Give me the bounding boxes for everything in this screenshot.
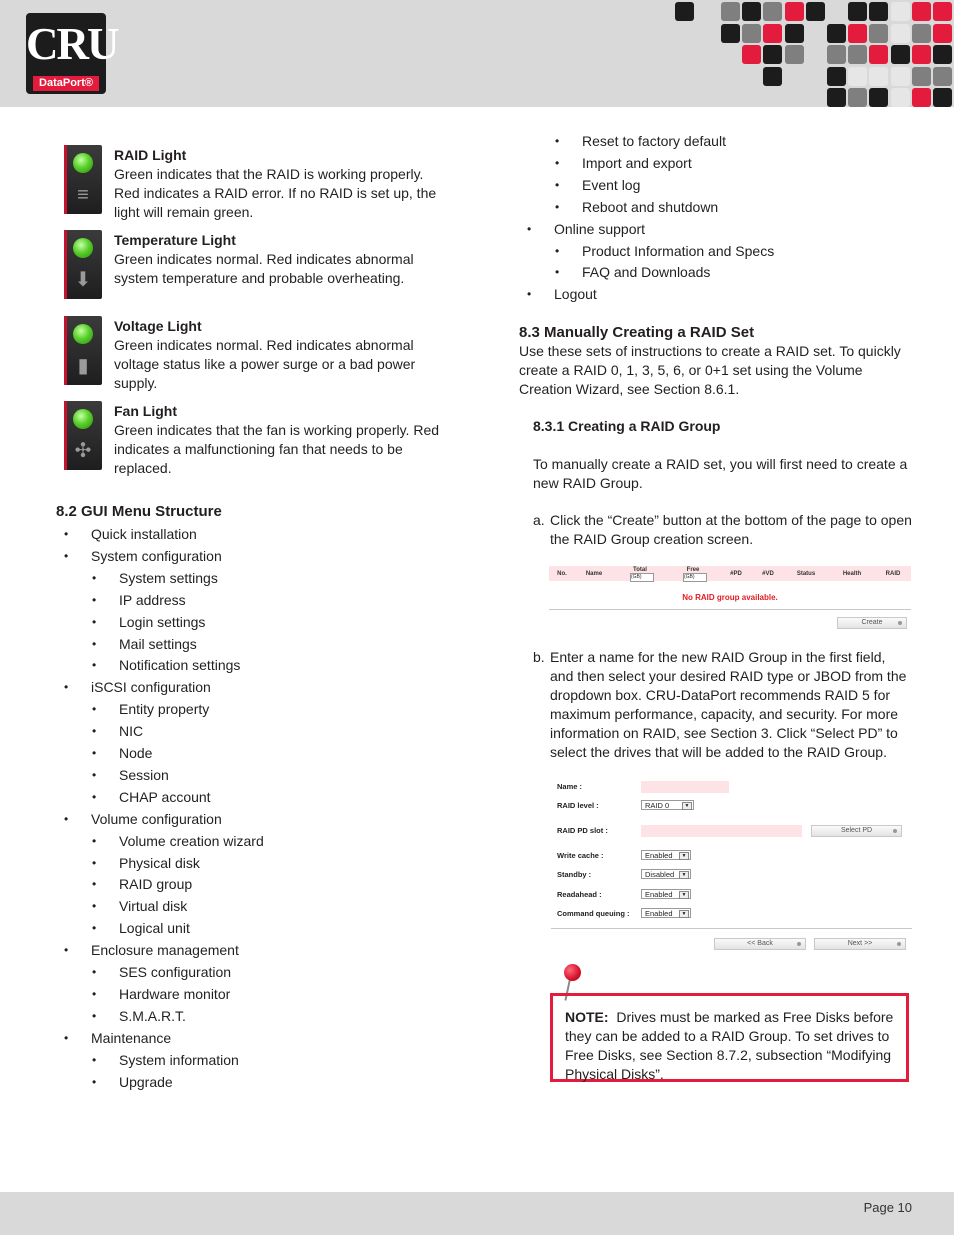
col-total: Total (633, 567, 647, 573)
menu-item: Quick installation (91, 526, 197, 542)
bullet-icon: • (92, 986, 97, 1001)
empty-table-message: No RAID group available. (682, 593, 778, 602)
raid-level-label: RAID level : (557, 801, 599, 810)
bullet-icon: • (555, 155, 560, 170)
bullet-icon: • (64, 527, 69, 541)
command-queuing-select[interactable] (641, 908, 691, 918)
cru-dataport-logo (26, 13, 118, 94)
form-divider (551, 928, 912, 929)
col-pd: #PD (730, 571, 742, 577)
decorative-square (869, 2, 888, 21)
menu-item: Online support (554, 220, 646, 237)
col-health: Health (842, 571, 862, 577)
menu-item: System settings (119, 569, 218, 586)
menu-item: Node (119, 745, 153, 761)
menu-item: System configuration (91, 547, 222, 564)
decorative-square (742, 45, 761, 64)
green-led-icon (73, 324, 93, 344)
decorative-square (933, 45, 952, 64)
decorative-square (933, 2, 952, 21)
decorative-square (869, 45, 888, 64)
create-button-label: Create (861, 619, 883, 626)
menu-item: Logical unit (119, 920, 190, 937)
decorative-square (891, 88, 910, 107)
raid-level-value: RAID 0 (645, 801, 670, 810)
decorative-square (912, 24, 931, 43)
decorative-square (848, 88, 867, 107)
button-dot-icon (893, 829, 897, 833)
decorative-square (848, 24, 867, 43)
note-body: Drives must be marked as Free Disks before they can be added to a RAID Group. To set drives to Free Disks, see Section 8.7.2, subsection “Modifying Physical Disks”. (565, 1009, 894, 1082)
menu-item: Reset to factory default (582, 133, 726, 149)
decorative-square (763, 45, 782, 64)
bullet-icon: • (92, 789, 97, 804)
col-raid: RAID (885, 571, 901, 577)
menu-item: Import and export (582, 154, 692, 171)
decorative-square (891, 24, 910, 43)
standby-select[interactable] (641, 869, 691, 879)
decorative-square (912, 88, 931, 107)
step-a-text: Click the “Create” button at the bottom of the page to open the RAID Group creation screen. (550, 512, 912, 547)
decorative-square (675, 2, 694, 21)
decorative-square (742, 24, 761, 43)
decorative-square (785, 24, 804, 43)
chevron-down-icon: ▼ (679, 852, 689, 860)
menu-item: Hardware monitor (119, 985, 231, 1002)
button-dot-icon (898, 621, 902, 625)
bullet-icon: • (92, 855, 97, 870)
decorative-square (806, 2, 825, 21)
menu-item: Entity property (119, 701, 210, 718)
menu-item: Maintenance (91, 1029, 172, 1046)
menu-item: Product Information and Specs (582, 242, 775, 259)
bullet-icon: • (92, 570, 97, 585)
bullet-icon: • (92, 921, 97, 936)
create-button[interactable] (837, 617, 907, 629)
bullet-icon: • (92, 724, 97, 739)
menu-item: NIC (119, 723, 144, 740)
bullet-icon: • (92, 965, 97, 979)
logo-subtitle: DataPort® (33, 76, 99, 91)
status-light-panel (64, 316, 102, 385)
note-label: NOTE: (565, 1009, 609, 1025)
decorative-square (869, 24, 888, 43)
menu-item: RAID group (119, 876, 193, 893)
pushpin-icon (564, 964, 581, 981)
decorative-square (763, 24, 782, 43)
bullet-icon: • (64, 680, 69, 695)
decorative-square (891, 2, 910, 21)
bullet-icon: • (92, 899, 97, 914)
menu-item: Notification settings (119, 657, 241, 674)
chevron-down-icon: ▼ (679, 891, 689, 899)
battery-icon: ▮ (77, 355, 89, 377)
bullet-icon: • (92, 746, 97, 760)
green-led-icon (73, 153, 93, 173)
select-pd-label: Select PD (840, 827, 873, 834)
status-light-panel (64, 145, 102, 214)
bullet-icon: • (92, 767, 97, 782)
bullet-icon: • (555, 243, 560, 258)
col-vd: #VD (762, 571, 774, 577)
bullet-icon: • (92, 1008, 97, 1023)
decorative-square (742, 2, 761, 21)
light-description: Green indicates normal. Red indicates abnormal voltage status like a power surge or a bad power supply. (114, 337, 416, 391)
decorative-square (827, 45, 846, 64)
step-b-text: Enter a name for the new RAID Group in the first field, and then select your desired RAID type or JBOD from the dropdown box. CRU-DataPort recommends RAID 5 for maximum performance, capacity, and security. For more information on RAID, see Section 3. Click “Select PD” to select the drives that will be added to the RAID Group. (550, 649, 907, 760)
total-unit-select[interactable]: (GB) (630, 573, 654, 582)
menu-item: Physical disk (119, 854, 200, 871)
disk-stack-icon: ≡ (77, 184, 89, 206)
decorative-square (827, 24, 846, 43)
bullet-icon: • (92, 592, 97, 607)
menu-item: Enclosure management (91, 942, 239, 959)
bullet-icon: • (92, 1052, 97, 1067)
col-status: Status (796, 571, 816, 577)
bullet-icon: • (92, 636, 97, 651)
bullet-icon: • (92, 833, 97, 848)
menu-item: S.M.A.R.T. (119, 1007, 186, 1024)
decorative-square (721, 2, 740, 21)
bullet-icon: • (527, 221, 532, 236)
decorative-square (763, 67, 782, 86)
menu-item: Event log (582, 176, 641, 193)
name-label: Name : (557, 782, 583, 791)
menu-item: CHAP account (119, 788, 211, 805)
menu-item: SES configuration (119, 964, 232, 980)
menu-item: FAQ and Downloads (582, 264, 711, 281)
decorative-square (912, 2, 931, 21)
back-button[interactable] (714, 938, 806, 950)
chevron-down-icon: ▼ (679, 910, 689, 918)
green-led-icon (73, 409, 93, 429)
footer-band (0, 1192, 954, 1235)
raid-level-select[interactable] (641, 800, 694, 810)
bullet-icon: • (92, 877, 97, 892)
col-free: Free (686, 567, 700, 573)
button-dot-icon (897, 942, 901, 946)
button-dot-icon (797, 942, 801, 946)
menu-item: Volume creation wizard (119, 832, 264, 849)
col-no: No. (557, 571, 567, 577)
table-divider (549, 609, 911, 610)
bullet-icon: • (527, 287, 532, 302)
bullet-icon: • (92, 658, 97, 673)
gui-menu-heading: 8.2 GUI Menu Structure (56, 503, 222, 520)
raid-group-table-screenshot (549, 566, 911, 630)
light-title: RAID Light (114, 147, 187, 163)
light-title: Temperature Light (114, 232, 236, 248)
menu-item: iSCSI configuration (91, 679, 211, 696)
decorative-square (827, 67, 846, 86)
note-text (565, 1008, 900, 1084)
decorative-square (869, 67, 888, 86)
status-light-panel (64, 401, 102, 470)
status-light-panel (64, 230, 102, 299)
bullet-icon: • (555, 134, 560, 148)
green-led-icon (73, 238, 93, 258)
bullet-icon: • (92, 702, 97, 717)
menu-item: Logout (554, 286, 597, 303)
decorative-square (785, 45, 804, 64)
menu-item: Login settings (119, 613, 206, 630)
thermometer-icon: ⬇ (74, 269, 92, 291)
name-input[interactable] (641, 781, 729, 793)
menu-item: Virtual disk (119, 898, 188, 915)
readahead-label: Readahead : (557, 890, 602, 899)
write-cache-value: Enabled (645, 851, 673, 860)
decorative-square (912, 45, 931, 64)
menu-item: Volume configuration (91, 810, 222, 827)
command-queuing-label: Command queuing : (557, 909, 630, 918)
decorative-square (848, 45, 867, 64)
decorative-square (933, 88, 952, 107)
bullet-icon: • (64, 943, 69, 958)
select-pd-button[interactable] (811, 825, 902, 837)
menu-item: Reboot and shutdown (582, 198, 719, 215)
decorative-square (848, 67, 867, 86)
bullet-icon: • (64, 548, 69, 563)
back-button-label: << Back (747, 940, 773, 947)
free-unit-select[interactable]: (GB) (683, 573, 707, 582)
section-831-intro: To manually create a RAID set, you will first need to create a new RAID Group. (533, 456, 908, 491)
col-name: Name (585, 571, 603, 577)
bullet-icon: • (92, 1074, 97, 1089)
readahead-value: Enabled (645, 890, 673, 899)
light-title: Voltage Light (114, 318, 202, 334)
menu-item: IP address (119, 591, 186, 608)
light-description: Green indicates normal. Red indicates abnormal system temperature and probable overheating. (114, 251, 414, 286)
step-a-marker: a. (533, 512, 545, 528)
bullet-icon: • (64, 1030, 69, 1045)
page-number: Page 10 (863, 1200, 912, 1215)
decorative-square (827, 88, 846, 107)
logo-wordmark: CRU (26, 19, 118, 69)
light-title: Fan Light (114, 403, 177, 419)
next-button-label: Next >> (847, 940, 873, 947)
readahead-select[interactable] (641, 889, 691, 899)
menu-item: Session (119, 766, 169, 783)
decorative-square (891, 45, 910, 64)
decorative-square (912, 67, 931, 86)
menu-item: Upgrade (119, 1073, 173, 1090)
decorative-square (933, 67, 952, 86)
step-b-marker: b. (533, 649, 545, 665)
next-button[interactable] (814, 938, 906, 950)
section-83-intro: Use these sets of instructions to create a RAID set. To quickly create a RAID 0, 1, 3, 5, 6, or 0+1 set using the Volume Creation Wizard, see Section 8.6.1. (519, 343, 901, 397)
menu-item: System information (119, 1051, 239, 1068)
decorative-square (848, 2, 867, 21)
section-831-heading: 8.3.1 Creating a RAID Group (533, 418, 721, 434)
bullet-icon: • (555, 177, 560, 192)
decorative-square (933, 24, 952, 43)
pd-slot-label: RAID PD slot : (557, 826, 608, 835)
standby-label: Standby : (557, 870, 592, 879)
chevron-down-icon: ▼ (679, 871, 689, 879)
decorative-square (891, 67, 910, 86)
bullet-icon: • (555, 265, 560, 280)
pd-slot-field (641, 825, 802, 837)
decorative-square (763, 2, 782, 21)
write-cache-label: Write cache : (557, 851, 604, 860)
light-description: Green indicates that the RAID is working properly. Red indicates a RAID error. If no RAID is set up, the light will remain green. (114, 166, 437, 220)
decorative-square (721, 24, 740, 43)
menu-item: Mail settings (119, 635, 197, 652)
bullet-icon: • (64, 811, 69, 826)
fan-icon: ✣ (74, 440, 92, 462)
write-cache-select[interactable] (641, 850, 691, 860)
decorative-square (785, 2, 804, 21)
decorative-square (869, 88, 888, 107)
standby-value: Disabled (645, 870, 675, 879)
light-description: Green indicates that the fan is working properly. Red indicates a malfunctioning fan that needs to be replaced. (114, 422, 440, 476)
bullet-icon: • (555, 199, 560, 214)
bullet-icon: • (92, 614, 97, 629)
command-queuing-value: Enabled (645, 909, 673, 918)
section-83-heading: 8.3 Manually Creating a RAID Set (519, 324, 755, 341)
chevron-down-icon: ▼ (682, 802, 692, 810)
